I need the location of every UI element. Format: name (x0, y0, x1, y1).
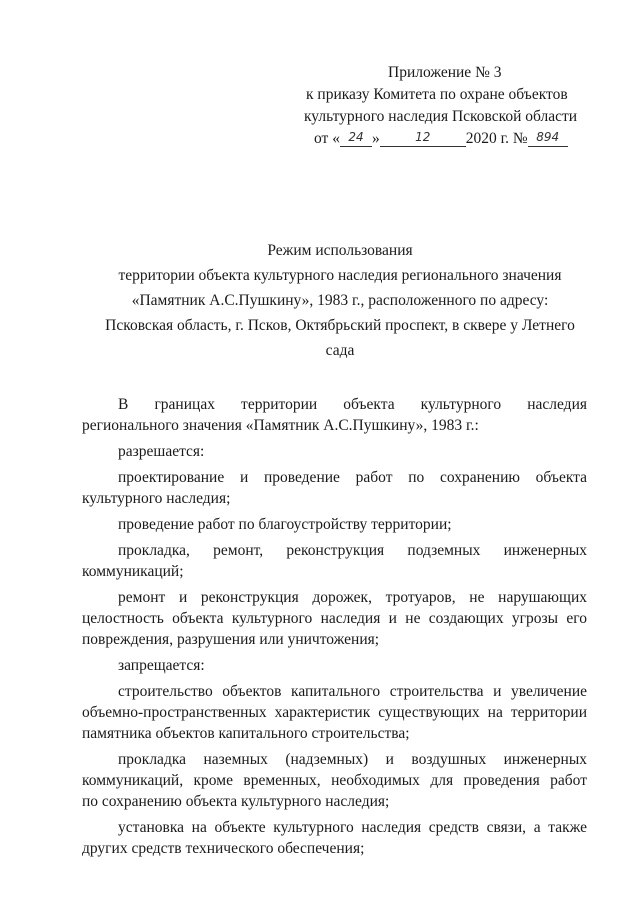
paragraph-line: прокладка, ремонт, реконструкция подземных инженерных (118, 542, 587, 559)
paragraph-allowed-4 (82, 587, 587, 650)
paragraph-line: установка на объекте культурного наследия средств связи, а также (118, 819, 587, 836)
appendix-committee: культурного наследия Псковской области (304, 108, 578, 125)
paragraph-line: В границах территории объекта культурного наследия (118, 396, 587, 413)
title-line-1: Режим использования (267, 242, 413, 259)
paragraph-allowed-3 (82, 540, 587, 582)
paragraph-allowed-1 (82, 467, 587, 509)
appendix-number: Приложение № 3 (388, 64, 502, 81)
date-quote-close: » (371, 130, 380, 147)
paragraph-line: других средств технического обеспечения; (82, 840, 365, 857)
day-field (340, 128, 372, 147)
paragraph-line: строительство объектов капитального строительства и увеличение (118, 683, 587, 700)
paragraph-line: культурного наследия; (82, 490, 231, 507)
title-line-5: сада (325, 342, 355, 359)
paragraph-line: целостность объекта культурного наследия и не создающих угрозы его (82, 610, 587, 627)
paragraph-line: ремонт и реконструкция дорожек, тротуаров, не нарушающих (118, 589, 587, 606)
paragraph-forbidden-1 (82, 681, 587, 744)
appendix-date-line (300, 128, 600, 150)
paragraph-intro (82, 394, 587, 436)
paragraph-allowed-2: проведение работ по благоустройству территории; (118, 516, 452, 533)
date-prefix: от « (314, 130, 340, 147)
month-handwritten: 12 (415, 130, 431, 144)
paragraph-line: регионального значения «Памятник А.С.Пушкину», 1983 г.: (82, 417, 479, 434)
document-body (82, 394, 587, 864)
paragraph-line: коммуникаций; (82, 563, 184, 580)
paragraph-line: коммуникаций, кроме временных, необходимых для проведения работ (82, 772, 587, 789)
month-field (380, 128, 466, 147)
paragraph-forbidden-heading: запрещается: (118, 657, 205, 674)
paragraph-line: по сохранению объекта культурного наследия; (82, 793, 390, 810)
paragraph-forbidden-3 (82, 817, 587, 859)
paragraph-line: повреждения, разрушения или уничтожения; (82, 631, 380, 648)
appendix-order-ref: к приказу Комитета по охране объектов (306, 86, 568, 103)
title-line-2: территории объекта культурного наследия регионального значения (118, 267, 562, 284)
paragraph-line: прокладка наземных (надземных) и воздушных инженерных (118, 751, 587, 768)
order-number-field (528, 128, 568, 147)
document-title (80, 238, 600, 363)
paragraph-line: памятника объектов капитального строительства; (82, 725, 410, 742)
title-line-3: «Памятник А.С.Пушкину», 1983 г., расположенного по адресу: (131, 292, 549, 309)
paragraph-forbidden-2 (82, 749, 587, 812)
paragraph-line: проектирование и проведение работ по сохранению объекта (118, 469, 587, 486)
year-label: 2020 г. № (465, 130, 528, 147)
day-handwritten: 24 (348, 130, 364, 144)
paragraph-allowed-heading: разрешается: (118, 443, 205, 460)
order-number-handwritten: 894 (536, 130, 560, 144)
appendix-header (300, 62, 600, 150)
paragraph-line: объемно-пространственных характеристик существующих на территории (82, 704, 587, 721)
title-line-4: Псковская область, г. Псков, Октябрьский проспект, в сквере у Летнего (105, 317, 575, 334)
